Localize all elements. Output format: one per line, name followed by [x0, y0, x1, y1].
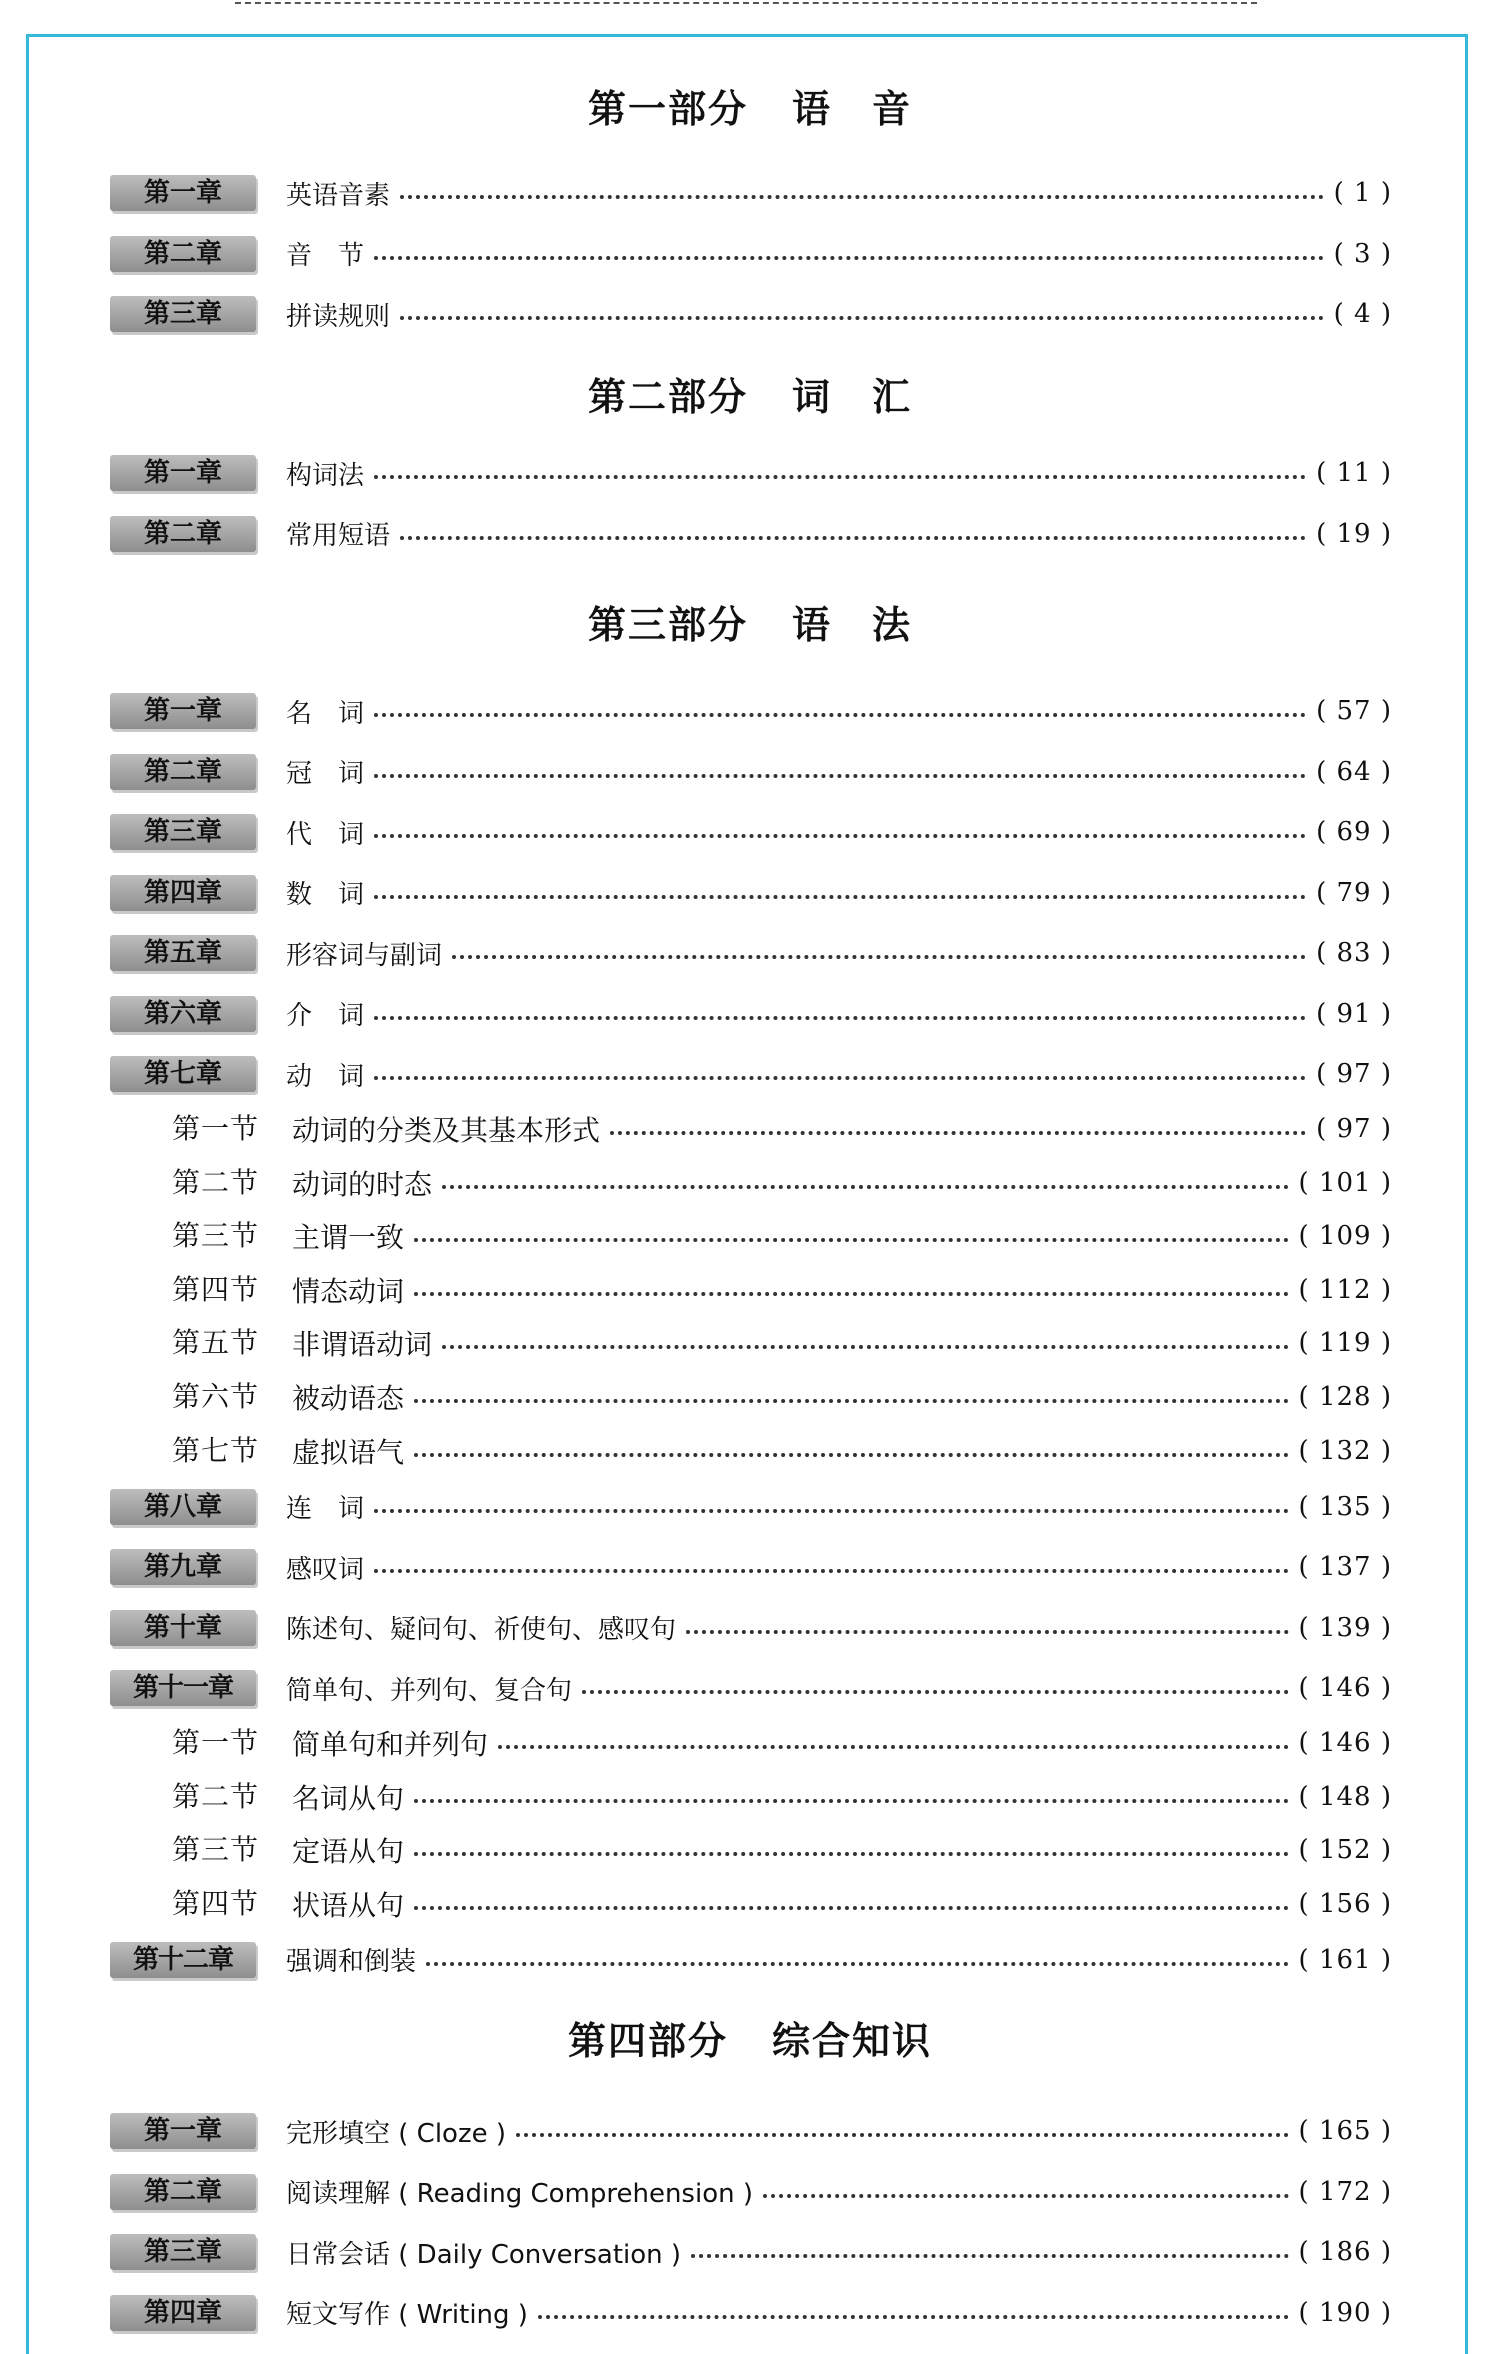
- page-number: ( 148 ): [1298, 1781, 1392, 1812]
- page-number: ( 137 ): [1298, 1552, 1392, 1583]
- dot-leader: [400, 316, 1324, 320]
- chapter-row[interactable]: [0, 2295, 1500, 2335]
- part-name: 语 音: [792, 87, 913, 131]
- chapter-row[interactable]: [0, 875, 1500, 915]
- chapter-row[interactable]: [0, 754, 1500, 794]
- section-label: 第一节: [172, 1112, 260, 1145]
- part-label: 第一部分: [587, 87, 748, 131]
- entry-title: 短文写作 ( Writing ): [286, 2300, 528, 2330]
- chapter-row[interactable]: [0, 2174, 1500, 2214]
- page-number: ( 109 ): [1298, 1221, 1392, 1252]
- chapter-row[interactable]: [0, 455, 1500, 495]
- entry-leader: [286, 1610, 1392, 1646]
- entry-leader: [292, 1379, 1392, 1415]
- chapter-label: 第八章: [110, 1489, 256, 1525]
- entry-leader: [286, 814, 1392, 850]
- page-number: ( 165 ): [1298, 2116, 1392, 2146]
- chapter-label: 第九章: [110, 1549, 256, 1585]
- dot-leader: [414, 1238, 1289, 1242]
- entry-title: 构词法: [286, 460, 365, 491]
- chapter-label: 第五章: [110, 935, 256, 971]
- chapter-label: 第三章: [110, 814, 256, 850]
- page-number: ( 97 ): [1316, 1114, 1392, 1144]
- page-number: ( 69 ): [1316, 817, 1392, 847]
- chapter-label: 第十一章: [110, 1670, 256, 1706]
- page-number: ( 91 ): [1316, 998, 1392, 1029]
- page-number: ( 128 ): [1298, 1382, 1392, 1412]
- chapter-row[interactable]: [0, 1056, 1500, 1096]
- section-row[interactable]: [0, 1779, 1500, 1819]
- chapter-label: 第一章: [110, 693, 256, 729]
- dot-leader: [763, 2194, 1289, 2198]
- page-number: ( 97 ): [1316, 1059, 1392, 1089]
- section-row[interactable]: [0, 1111, 1500, 1151]
- entry-title: 强调和倒装: [286, 1947, 417, 1978]
- entry-leader: [292, 1272, 1392, 1308]
- entry-title: 完形填空 ( Cloze ): [286, 2118, 507, 2149]
- page-number: ( 135 ): [1298, 1491, 1392, 1522]
- section-row[interactable]: [0, 1325, 1500, 1365]
- chapter-row[interactable]: [0, 1942, 1500, 1982]
- dot-leader: [691, 2254, 1289, 2258]
- entry-title: 非谓语动词: [292, 1328, 433, 1362]
- part-name: 综合知识: [772, 2019, 933, 2063]
- section-row[interactable]: [0, 1886, 1500, 1926]
- dot-leader: [374, 1016, 1306, 1020]
- entry-leader: [292, 1433, 1392, 1469]
- entry-leader: [292, 1111, 1392, 1147]
- dot-leader: [374, 1509, 1289, 1513]
- section-row[interactable]: [0, 1832, 1500, 1872]
- entry-title: 陈述句、疑问句、祈使句、感叹句: [286, 1615, 677, 1646]
- section-label: 第一节: [172, 1726, 260, 1760]
- part-label: 第三部分: [587, 603, 748, 647]
- chapter-row[interactable]: [0, 996, 1500, 1036]
- chapter-label: 第二章: [110, 2174, 256, 2210]
- entry-title: 简单句和并列句: [292, 1728, 489, 1762]
- section-label: 第二节: [172, 1779, 260, 1813]
- entry-title: 形容词与副词: [286, 940, 443, 971]
- chapter-label: 第二章: [110, 754, 256, 790]
- chapter-label: 第一章: [110, 2113, 256, 2149]
- part-heading: [0, 78, 1500, 133]
- entry-title: 介 词: [286, 1001, 365, 1031]
- top-dashed-rule: [235, 2, 1257, 4]
- dot-leader: [582, 1690, 1289, 1694]
- dot-leader: [374, 895, 1306, 899]
- page-number: ( 3 ): [1333, 238, 1392, 269]
- entry-leader: [292, 1218, 1392, 1254]
- entry-title: 状语从句: [292, 1888, 405, 1922]
- page-number: ( 112 ): [1298, 1274, 1392, 1305]
- entry-leader: [292, 1779, 1392, 1815]
- part-name: 语 法: [792, 603, 913, 647]
- page-number: ( 83 ): [1316, 938, 1392, 968]
- entry-title: 主谓一致: [292, 1221, 405, 1255]
- entry-leader: [286, 754, 1392, 790]
- part-heading: [0, 2010, 1500, 2065]
- entry-leader: [286, 875, 1392, 911]
- entry-leader: [292, 1325, 1392, 1361]
- entry-leader: [286, 1549, 1392, 1585]
- section-row[interactable]: [0, 1272, 1500, 1312]
- section-row[interactable]: [0, 1379, 1500, 1419]
- entry-title: 定语从句: [292, 1835, 405, 1869]
- entry-title: 动词的时态: [292, 1167, 433, 1201]
- dot-leader: [442, 1345, 1289, 1349]
- page-number: ( 119 ): [1298, 1328, 1392, 1359]
- dot-leader: [374, 475, 1306, 479]
- page-number: ( 146 ): [1298, 1728, 1392, 1759]
- page-number: ( 11 ): [1316, 458, 1392, 488]
- chapter-label: 第三章: [110, 296, 256, 332]
- chapter-row[interactable]: [0, 516, 1500, 556]
- chapter-label: 第十章: [110, 1610, 256, 1646]
- chapter-label: 第六章: [110, 996, 256, 1032]
- entry-leader: [286, 2113, 1392, 2149]
- dot-leader: [374, 1076, 1306, 1080]
- chapter-row[interactable]: [0, 814, 1500, 854]
- chapter-row[interactable]: [0, 175, 1500, 215]
- chapter-row[interactable]: [0, 693, 1500, 733]
- part-label: 第四部分: [567, 2019, 728, 2063]
- chapter-row[interactable]: [0, 296, 1500, 336]
- page-number: ( 190 ): [1298, 2297, 1392, 2328]
- section-row[interactable]: [0, 1218, 1500, 1258]
- page-number: ( 1 ): [1333, 178, 1392, 208]
- entry-title: 简单句、并列句、复合句: [286, 1675, 573, 1706]
- part-heading: [0, 594, 1500, 649]
- entry-title: 冠 词: [286, 759, 365, 789]
- section-label: 第七节: [172, 1433, 260, 1467]
- chapter-label: 第二章: [110, 236, 256, 272]
- page-number: ( 152 ): [1298, 1835, 1392, 1866]
- entry-title: 代 词: [286, 819, 365, 850]
- entry-title: 音 节: [286, 241, 365, 271]
- chapter-row[interactable]: [0, 1610, 1500, 1650]
- dot-leader: [400, 195, 1324, 199]
- page-number: ( 64 ): [1316, 756, 1392, 787]
- entry-title: 名词从句: [292, 1781, 405, 1815]
- entry-leader: [286, 1942, 1392, 1978]
- entry-leader: [286, 2295, 1392, 2331]
- dot-leader: [414, 1399, 1289, 1403]
- section-label: 第四节: [172, 1272, 260, 1306]
- dot-leader: [414, 1799, 1289, 1803]
- dot-leader: [414, 1852, 1289, 1856]
- entry-title: 拼读规则: [286, 301, 391, 332]
- dot-leader: [414, 1292, 1289, 1296]
- chapter-row[interactable]: [0, 236, 1500, 276]
- section-row[interactable]: [0, 1433, 1500, 1473]
- entry-title: 阅读理解 ( Reading Comprehension ): [286, 2179, 753, 2209]
- entry-leader: [286, 236, 1392, 272]
- page-number: ( 156 ): [1298, 1888, 1392, 1919]
- entry-leader: [286, 693, 1392, 729]
- chapter-label: 第七章: [110, 1056, 256, 1092]
- dot-leader: [610, 1131, 1306, 1135]
- chapter-label: 第四章: [110, 2295, 256, 2331]
- chapter-label: 第一章: [110, 455, 256, 491]
- dot-leader: [414, 1453, 1289, 1457]
- entry-leader: [292, 1886, 1392, 1922]
- entry-leader: [286, 1670, 1392, 1706]
- dot-leader: [414, 1906, 1289, 1910]
- chapter-row[interactable]: [0, 2234, 1500, 2274]
- dot-leader: [374, 1569, 1289, 1573]
- entry-title: 日常会话 ( Daily Conversation ): [286, 2239, 682, 2270]
- page-number: ( 146 ): [1298, 1673, 1392, 1704]
- entry-leader: [286, 996, 1392, 1032]
- page-number: ( 172 ): [1298, 2176, 1392, 2207]
- dot-leader: [686, 1630, 1289, 1634]
- dot-leader: [498, 1745, 1289, 1749]
- dot-leader: [442, 1185, 1289, 1189]
- entry-leader: [286, 2174, 1392, 2210]
- entry-title: 被动语态: [292, 1382, 405, 1415]
- entry-leader: [286, 296, 1392, 332]
- chapter-row[interactable]: [0, 1549, 1500, 1589]
- part-label: 第二部分: [587, 375, 748, 419]
- entry-leader: [286, 1489, 1392, 1525]
- chapter-row[interactable]: [0, 2113, 1500, 2153]
- section-label: 第三节: [172, 1219, 260, 1253]
- entry-title: 名 词: [286, 698, 365, 729]
- chapter-row[interactable]: [0, 1670, 1500, 1710]
- chapter-row[interactable]: [0, 1489, 1500, 1529]
- entry-title: 连 词: [286, 1494, 365, 1525]
- dot-leader: [374, 256, 1324, 260]
- section-label: 第五节: [172, 1326, 260, 1360]
- dot-leader: [426, 1962, 1289, 1966]
- chapter-label: 第十二章: [110, 1942, 256, 1978]
- section-label: 第六节: [172, 1380, 260, 1413]
- page-number: ( 139 ): [1298, 1612, 1392, 1643]
- part-name: 词 汇: [792, 375, 913, 419]
- entry-leader: [286, 2234, 1392, 2270]
- page-number: ( 19 ): [1316, 518, 1392, 549]
- chapter-label: 第一章: [110, 175, 256, 211]
- page-number: ( 4 ): [1333, 299, 1392, 329]
- section-row[interactable]: [0, 1165, 1500, 1205]
- page-number: ( 79 ): [1316, 877, 1392, 908]
- chapter-label: 第三章: [110, 2234, 256, 2270]
- dot-leader: [374, 774, 1306, 778]
- chapter-label: 第四章: [110, 875, 256, 911]
- page-number: ( 101 ): [1298, 1167, 1392, 1198]
- entry-leader: [286, 935, 1392, 971]
- entry-leader: [286, 175, 1392, 211]
- dot-leader: [538, 2315, 1289, 2319]
- entry-leader: [286, 455, 1392, 491]
- entry-leader: [292, 1725, 1392, 1761]
- dot-leader: [516, 2133, 1289, 2137]
- dot-leader: [452, 955, 1306, 959]
- page-number: ( 161 ): [1298, 1944, 1392, 1975]
- dot-leader: [374, 834, 1306, 838]
- page-number: ( 186 ): [1298, 2237, 1392, 2267]
- entry-leader: [292, 1832, 1392, 1868]
- section-label: 第二节: [172, 1165, 260, 1199]
- entry-title: 感叹词: [286, 1554, 365, 1585]
- entry-leader: [286, 1056, 1392, 1092]
- entry-title: 情态动词: [292, 1274, 405, 1308]
- entry-leader: [292, 1165, 1392, 1201]
- entry-leader: [286, 516, 1392, 552]
- page-number: ( 132 ): [1298, 1435, 1392, 1466]
- entry-title: 常用短语: [286, 521, 391, 551]
- section-label: 第三节: [172, 1833, 260, 1867]
- part-heading: [0, 366, 1500, 421]
- entry-title: 动 词: [286, 1061, 365, 1092]
- page-number: ( 57 ): [1316, 696, 1392, 726]
- entry-title: 数 词: [286, 880, 365, 910]
- entry-title: 虚拟语气: [292, 1435, 405, 1469]
- entry-title: 英语音素: [286, 180, 391, 211]
- section-row[interactable]: [0, 1725, 1500, 1765]
- chapter-label: 第二章: [110, 516, 256, 552]
- dot-leader: [374, 713, 1306, 717]
- chapter-row[interactable]: [0, 935, 1500, 975]
- section-label: 第四节: [172, 1886, 260, 1920]
- dot-leader: [400, 536, 1306, 540]
- entry-title: 动词的分类及其基本形式: [292, 1114, 601, 1147]
